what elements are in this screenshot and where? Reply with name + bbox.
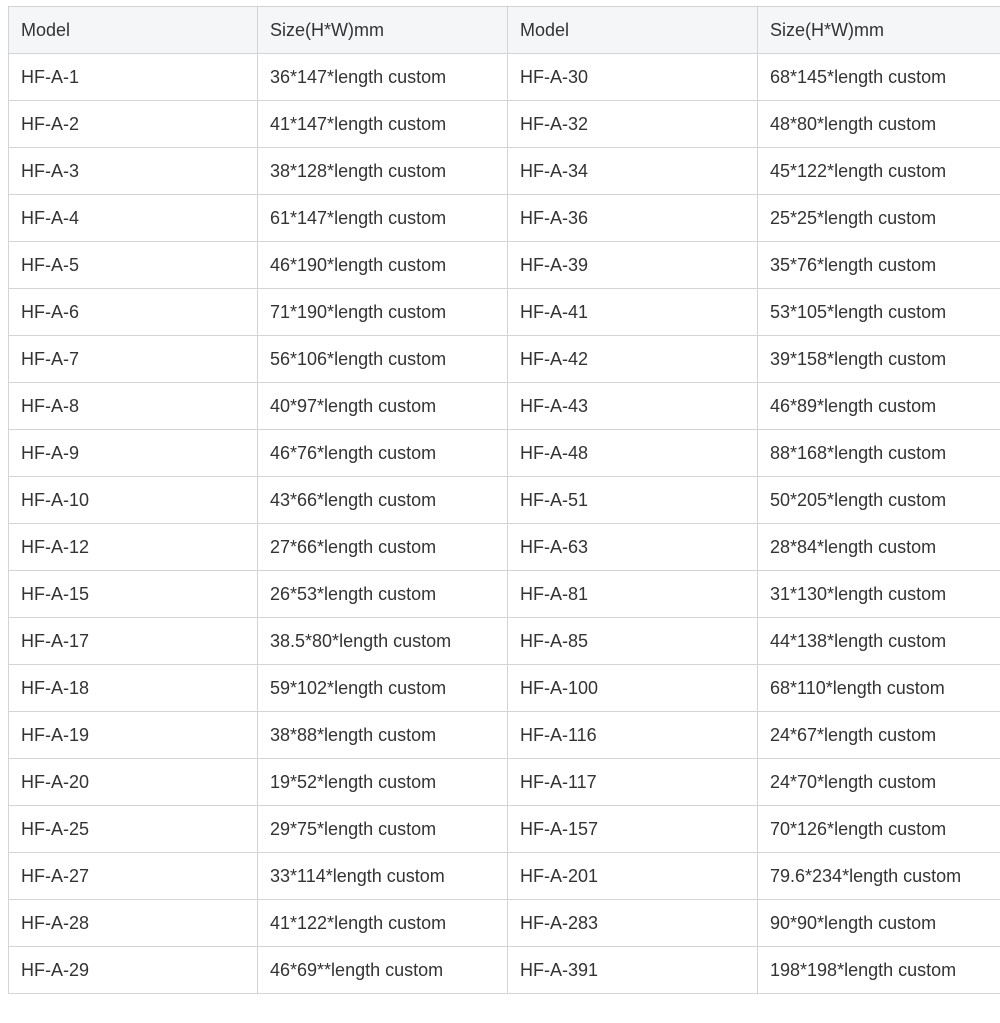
table-row <box>9 242 1000 289</box>
table-row <box>9 195 1000 242</box>
size-cell: 25*25*length custom <box>758 195 1000 242</box>
table-row <box>9 289 1000 336</box>
size-cell: 31*130*length custom <box>758 571 1000 618</box>
size-cell: 38.5*80*length custom <box>258 618 508 665</box>
table-row <box>9 665 1000 712</box>
model-cell: HF-A-42 <box>508 336 758 383</box>
model-cell: HF-A-27 <box>9 853 258 900</box>
model-cell: HF-A-2 <box>9 101 258 148</box>
model-cell: HF-A-36 <box>508 195 758 242</box>
size-cell: 70*126*length custom <box>758 806 1000 853</box>
model-cell: HF-A-51 <box>508 477 758 524</box>
model-cell: HF-A-41 <box>508 289 758 336</box>
model-cell: HF-A-29 <box>9 947 258 994</box>
model-cell: HF-A-39 <box>508 242 758 289</box>
spec-table <box>8 6 1000 994</box>
table-row <box>9 54 1000 101</box>
size-cell: 36*147*length custom <box>258 54 508 101</box>
table-row <box>9 618 1000 665</box>
table-row <box>9 101 1000 148</box>
model-cell: HF-A-3 <box>9 148 258 195</box>
model-cell: HF-A-15 <box>9 571 258 618</box>
size-cell: 38*88*length custom <box>258 712 508 759</box>
size-cell: 39*158*length custom <box>758 336 1000 383</box>
size-cell: 24*70*length custom <box>758 759 1000 806</box>
size-cell: 27*66*length custom <box>258 524 508 571</box>
size-cell: 26*53*length custom <box>258 571 508 618</box>
size-cell: 88*168*length custom <box>758 430 1000 477</box>
size-cell: 59*102*length custom <box>258 665 508 712</box>
model-cell: HF-A-201 <box>508 853 758 900</box>
header-model-right: Model <box>508 7 758 54</box>
model-cell: HF-A-48 <box>508 430 758 477</box>
size-cell: 33*114*length custom <box>258 853 508 900</box>
size-cell: 46*69**length custom <box>258 947 508 994</box>
size-cell: 24*67*length custom <box>758 712 1000 759</box>
size-cell: 38*128*length custom <box>258 148 508 195</box>
model-cell: HF-A-19 <box>9 712 258 759</box>
size-cell: 68*145*length custom <box>758 54 1000 101</box>
size-cell: 44*138*length custom <box>758 618 1000 665</box>
model-cell: HF-A-7 <box>9 336 258 383</box>
size-cell: 198*198*length custom <box>758 947 1000 994</box>
table-row <box>9 336 1000 383</box>
model-cell: HF-A-9 <box>9 430 258 477</box>
model-cell: HF-A-18 <box>9 665 258 712</box>
model-cell: HF-A-116 <box>508 712 758 759</box>
size-cell: 40*97*length custom <box>258 383 508 430</box>
header-size-left: Size(H*W)mm <box>258 7 508 54</box>
table-row <box>9 759 1000 806</box>
table-header <box>9 7 1000 54</box>
table-row <box>9 148 1000 195</box>
model-cell: HF-A-20 <box>9 759 258 806</box>
table-row <box>9 853 1000 900</box>
model-cell: HF-A-100 <box>508 665 758 712</box>
size-cell: 71*190*length custom <box>258 289 508 336</box>
model-cell: HF-A-283 <box>508 900 758 947</box>
model-cell: HF-A-32 <box>508 101 758 148</box>
model-cell: HF-A-117 <box>508 759 758 806</box>
size-cell: 46*89*length custom <box>758 383 1000 430</box>
model-cell: HF-A-28 <box>9 900 258 947</box>
size-cell: 43*66*length custom <box>258 477 508 524</box>
table-row <box>9 430 1000 477</box>
size-cell: 28*84*length custom <box>758 524 1000 571</box>
model-cell: HF-A-25 <box>9 806 258 853</box>
model-cell: HF-A-30 <box>508 54 758 101</box>
model-cell: HF-A-391 <box>508 947 758 994</box>
size-cell: 53*105*length custom <box>758 289 1000 336</box>
model-cell: HF-A-10 <box>9 477 258 524</box>
size-cell: 45*122*length custom <box>758 148 1000 195</box>
size-cell: 19*52*length custom <box>258 759 508 806</box>
model-cell: HF-A-5 <box>9 242 258 289</box>
model-cell: HF-A-81 <box>508 571 758 618</box>
model-cell: HF-A-4 <box>9 195 258 242</box>
table-body <box>9 54 1000 994</box>
size-cell: 56*106*length custom <box>258 336 508 383</box>
size-cell: 68*110*length custom <box>758 665 1000 712</box>
size-cell: 35*76*length custom <box>758 242 1000 289</box>
header-row <box>9 7 1000 54</box>
table-row <box>9 477 1000 524</box>
size-cell: 46*76*length custom <box>258 430 508 477</box>
size-cell: 50*205*length custom <box>758 477 1000 524</box>
size-cell: 79.6*234*length custom <box>758 853 1000 900</box>
table-row <box>9 947 1000 994</box>
model-cell: HF-A-63 <box>508 524 758 571</box>
table-row <box>9 383 1000 430</box>
size-cell: 41*147*length custom <box>258 101 508 148</box>
table-row <box>9 806 1000 853</box>
size-cell: 61*147*length custom <box>258 195 508 242</box>
size-cell: 41*122*length custom <box>258 900 508 947</box>
size-cell: 90*90*length custom <box>758 900 1000 947</box>
model-cell: HF-A-8 <box>9 383 258 430</box>
size-cell: 29*75*length custom <box>258 806 508 853</box>
model-cell: HF-A-6 <box>9 289 258 336</box>
table-row <box>9 712 1000 759</box>
size-cell: 46*190*length custom <box>258 242 508 289</box>
table-row <box>9 571 1000 618</box>
table-row <box>9 900 1000 947</box>
model-cell: HF-A-85 <box>508 618 758 665</box>
model-cell: HF-A-1 <box>9 54 258 101</box>
size-cell: 48*80*length custom <box>758 101 1000 148</box>
model-cell: HF-A-12 <box>9 524 258 571</box>
table-row <box>9 524 1000 571</box>
header-size-right: Size(H*W)mm <box>758 7 1000 54</box>
spec-table-container <box>8 6 1000 994</box>
model-cell: HF-A-43 <box>508 383 758 430</box>
model-cell: HF-A-17 <box>9 618 258 665</box>
model-cell: HF-A-34 <box>508 148 758 195</box>
model-cell: HF-A-157 <box>508 806 758 853</box>
header-model-left: Model <box>9 7 258 54</box>
